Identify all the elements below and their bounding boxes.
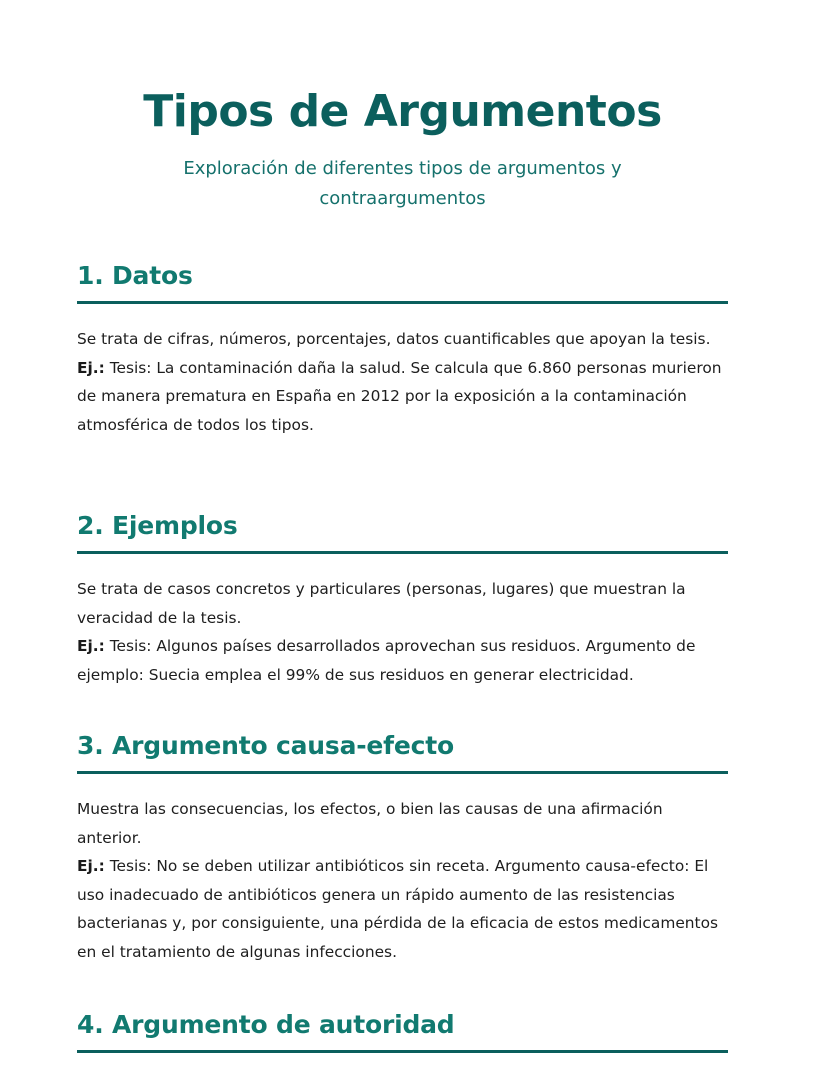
section-datos	[77, 258, 728, 439]
section-description: Muestra las consecuencias, los efectos, o bien las causas de una afirmación anterior.	[77, 800, 663, 847]
section-divider	[77, 551, 728, 554]
section-autoridad	[77, 1007, 728, 1053]
page-subtitle: Exploración de diferentes tipos de argumentos y contraargumentos	[183, 158, 622, 209]
section-body	[77, 575, 728, 689]
section-body	[77, 325, 728, 439]
document-page	[77, 0, 728, 1039]
section-causa-efecto	[77, 728, 728, 966]
page-title: Tipos de Argumentos	[143, 86, 662, 137]
section-description: Se trata de casos concretos y particulares (personas, lugares) que muestran la veracidad de la tesis.	[77, 580, 686, 627]
section-example	[77, 632, 728, 689]
section-divider	[77, 301, 728, 304]
example-text: Tesis: Algunos países desarrollados aprovechan sus residuos. Argumento de ejemplo: Suecia emplea el 99% de sus residuos en generar electricidad.	[77, 637, 696, 684]
section-heading: 2. Ejemplos	[77, 511, 238, 540]
section-ejemplos	[77, 508, 728, 689]
section-heading: 1. Datos	[77, 261, 193, 290]
example-label: Ej.:	[77, 637, 105, 655]
example-label: Ej.:	[77, 857, 105, 875]
example-text: Tesis: No se deben utilizar antibióticos sin receta. Argumento causa-efecto: El uso inadecuado de antibióticos genera un rápido aumento de las resistencias bacterianas y, por consiguiente, una pérdida de la eficacia de estos medicamentos en el tratamiento de algunas infecciones.	[77, 857, 719, 961]
section-description: Se trata de cifras, números, porcentajes, datos cuantificables que apoyan la tesis.	[77, 330, 711, 348]
example-label: Ej.:	[77, 358, 105, 377]
section-divider	[77, 1050, 728, 1053]
section-example	[77, 354, 728, 440]
section-heading: 3. Argumento causa-efecto	[77, 731, 454, 760]
section-heading: 4. Argumento de autoridad	[77, 1010, 455, 1039]
section-body	[77, 795, 728, 966]
section-example	[77, 852, 728, 966]
section-divider	[77, 771, 728, 774]
example-text: Tesis: La contaminación daña la salud. Se calcula que 6.860 personas murieron de manera prematura en España en 2012 por la exposición a la contaminación atmosférica de todos los tipos.	[77, 358, 722, 434]
